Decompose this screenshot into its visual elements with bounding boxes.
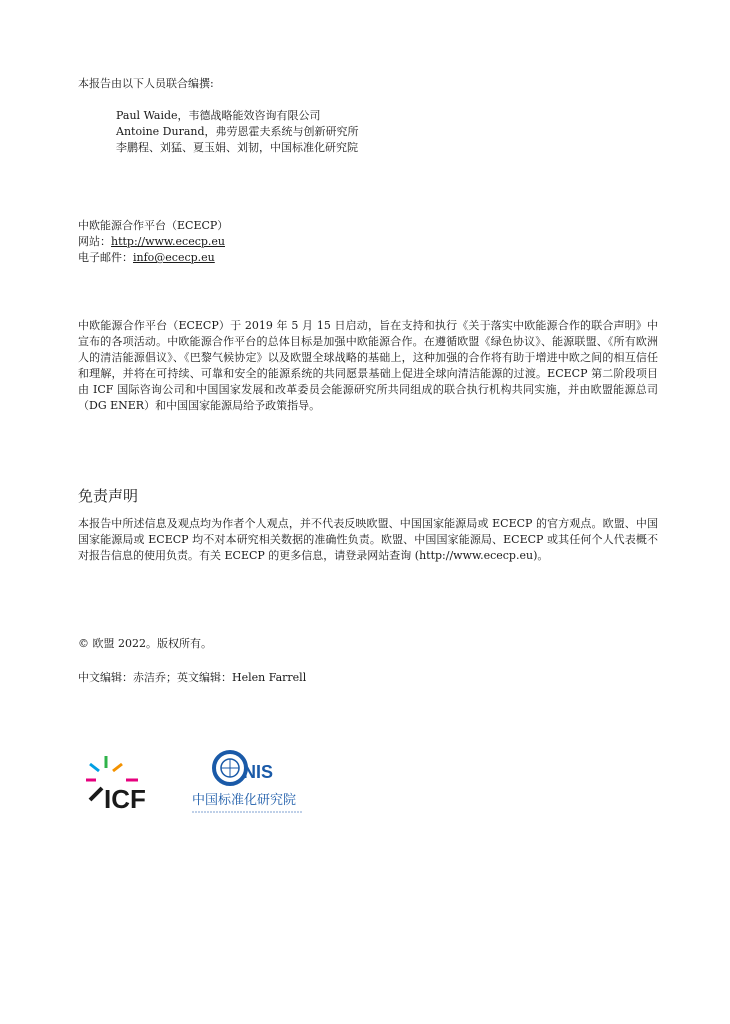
author-line-3: 李鹏程、刘猛、夏玉娟、刘韧，中国标准化研究院 <box>116 141 358 154</box>
authors-intro: 本报告由以下人员联合编撰: <box>78 77 214 90</box>
icf-logo <box>82 752 162 812</box>
disclaimer-paragraph: 本报告中所述信息及观点均为作者个人观点，并不代表反映欧盟、中国国家能源局或 ECECP 的官方观点。欧盟、中国国家能源局或 ECECP 均不对本研究相关数据的准确性负责。欧盟、中国国家能源局、ECECP 或其任何个人代表概不对报告信息的使用负责。有关 ECECP 的更多信息，请登录网站查询 (http://www.ececp.eu)。 <box>78 517 658 562</box>
author-line-1: Paul Waide，韦德战略能效咨询有限公司 <box>116 109 321 122</box>
email-label: 电子邮件： <box>78 251 133 264</box>
cnis-logo-text: NIS <box>243 762 274 782</box>
website-link[interactable]: http://www.ececp.eu <box>111 235 225 248</box>
author-line-2: Antoine Durand，弗劳恩霍夫系统与创新研究所 <box>116 125 359 138</box>
email-link[interactable]: info@ececp.eu <box>133 251 215 264</box>
cnis-logo-subtitle: 中国标准化研究院 <box>192 793 297 808</box>
cnis-globe-logo-icon <box>190 748 308 816</box>
icf-burst-logo-icon <box>82 752 162 812</box>
website-label: 网站： <box>78 235 111 248</box>
editors-text: 中文编辑：赤洁乔；英文编辑：Helen Farrell <box>78 671 307 684</box>
copyright-text: © 欧盟 2022。版权所有。 <box>78 637 212 650</box>
contact-website <box>78 234 225 250</box>
about-paragraph: 中欧能源合作平台（ECECP）于 2019 年 5 月 15 日启动，旨在支持和执行《关于落实中欧能源合作的联合声明》中宣布的各项活动。中欧能源合作平台的总体目标是加强中欧能源合作。在遵循欧盟《绿色协议》、能源联盟、《所有欧洲人的清洁能源倡议》、《巴黎气候协定》以及欧盟全球战略的基础上，这种加强的合作将有助于增进中欧之间的相互信任和理解，并将在可持续、可靠和安全的能源系统的共同愿景基础上促进全球向清洁能源的过渡。ECECP 第二阶段项目由 ICF 国际咨询公司和中国国家发展和改革委员会能源研究所共同组成的联合执行机构共同实施，并由欧盟能源总司（DG ENER）和中国国家能源局给予政策指导。 <box>78 319 658 412</box>
cnis-logo <box>190 748 308 816</box>
contact-email <box>78 250 215 266</box>
contact-org: 中欧能源合作平台（ECECP） <box>78 219 229 232</box>
disclaimer-heading: 免责声明 <box>78 487 139 505</box>
icf-logo-text: ICF <box>104 784 146 812</box>
